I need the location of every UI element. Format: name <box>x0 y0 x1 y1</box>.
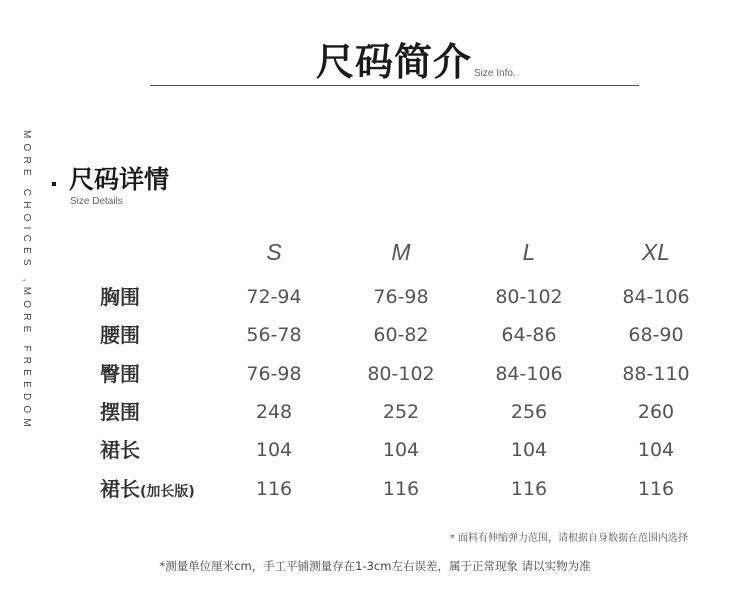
table-cell: 64-86 <box>501 324 557 346</box>
table-cell: 68-90 <box>628 324 684 346</box>
measurement-label: 胸围 <box>100 285 140 309</box>
table-cell: 84-106 <box>495 363 563 385</box>
table-cell: 248 <box>255 401 293 423</box>
section-subtitle: Size Details <box>70 196 123 207</box>
table-cell: 116 <box>637 478 675 500</box>
measurement-label: 腰围 <box>100 323 140 347</box>
size-column-header: L <box>522 239 536 265</box>
table-cell: 76-98 <box>373 286 429 308</box>
measurement-label: 裙长 <box>100 438 140 462</box>
table-cell: 260 <box>637 401 675 423</box>
table-cell: 60-82 <box>373 324 429 346</box>
table-cell: 88-110 <box>622 363 690 385</box>
table-cell: 116 <box>382 478 420 500</box>
side-slogan: MORE CHOICES ,MORE FREEDOM <box>21 130 32 432</box>
table-cell: 256 <box>510 401 548 423</box>
section-title: 尺码详情 <box>69 165 170 194</box>
table-cell: 84-106 <box>622 286 690 308</box>
size-column-header: S <box>266 239 282 265</box>
header-divider <box>150 85 639 86</box>
measurement-label: 臀围 <box>100 362 140 386</box>
page-title: 尺码简介 <box>316 40 473 84</box>
table-cell: 56-78 <box>246 324 302 346</box>
table-cell: 104 <box>382 439 420 461</box>
section-bullet <box>52 182 56 186</box>
size-column-header: M <box>391 239 411 265</box>
header <box>0 40 750 90</box>
table-cell: 104 <box>510 439 548 461</box>
table-cell: 76-98 <box>246 363 302 385</box>
table-cell: 104 <box>637 439 675 461</box>
fabric-note: * 面料有伸缩弹力范围，请根据自身数据在范围内选择 <box>449 533 688 544</box>
measurement-label: 摆围 <box>100 400 140 424</box>
measure-note: *测量单位厘米cm，手工平铺测量存在1-3cm左右误差，属于正常现象 请以实物为准 <box>159 559 591 573</box>
size-column-header: XL <box>641 239 671 265</box>
measurement-label-note: (加长版) <box>140 484 195 500</box>
table-cell: 72-94 <box>246 286 302 308</box>
table-cell: 116 <box>510 478 548 500</box>
table-cell: 80-102 <box>367 363 435 385</box>
table-cell: 252 <box>382 401 420 423</box>
table-cell: 104 <box>255 439 293 461</box>
page-subtitle: Size Info. <box>474 68 516 79</box>
measurement-label: 裙长(加长版) <box>100 477 195 501</box>
table-cell: 80-102 <box>495 286 563 308</box>
table-cell: 116 <box>255 478 293 500</box>
